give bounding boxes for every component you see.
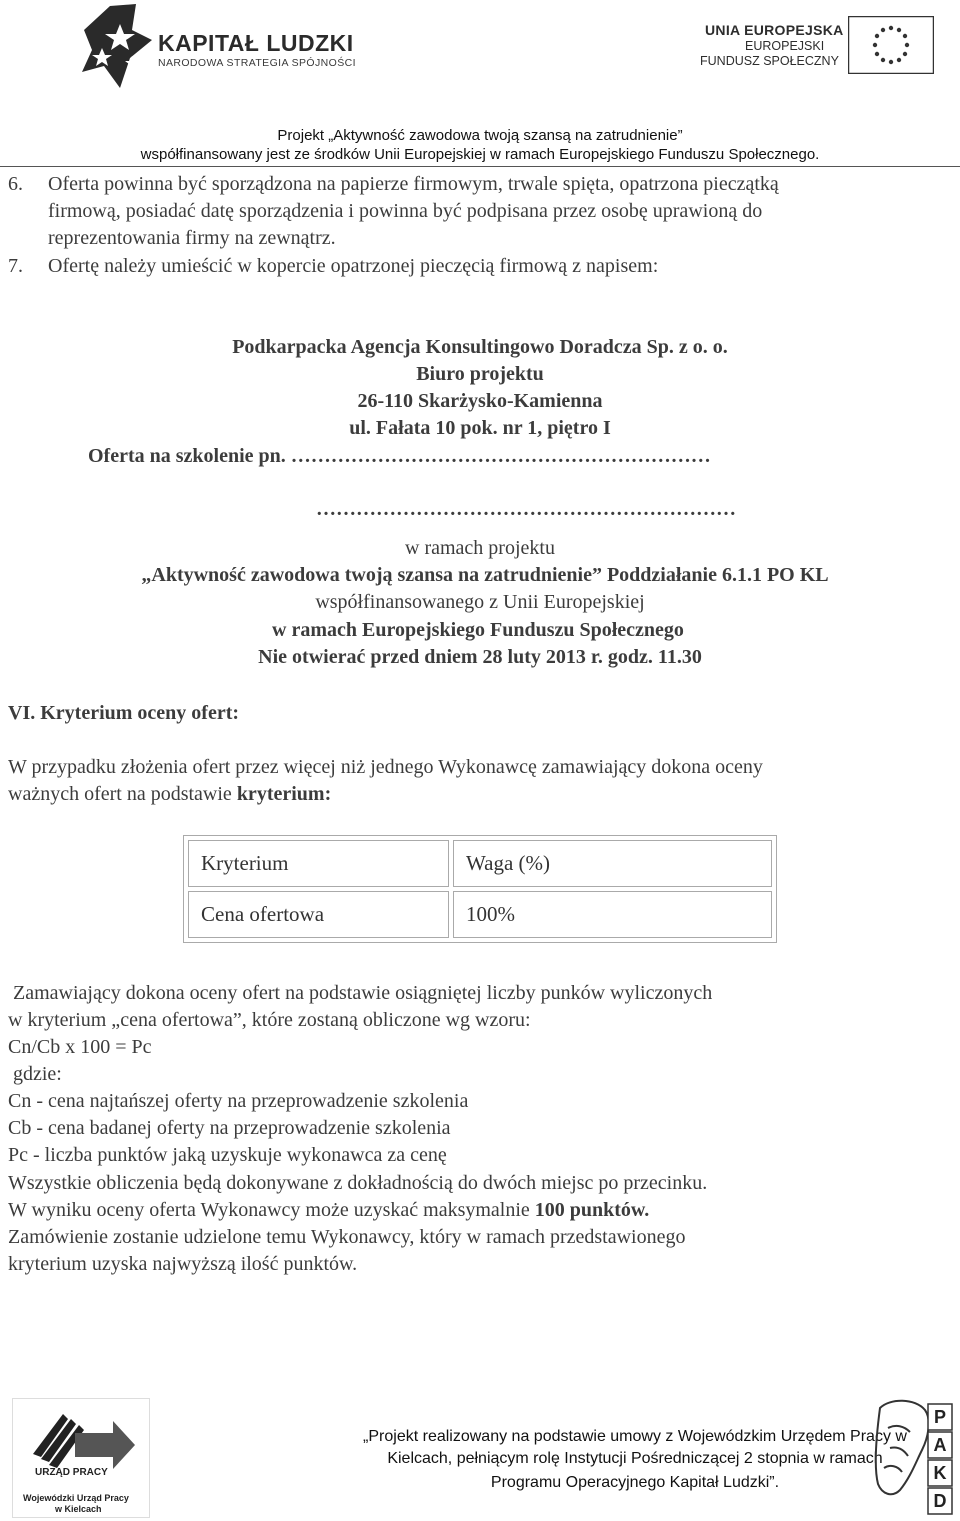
logo-subtitle: NARODOWA STRATEGIA SPÓJNOŚCI bbox=[158, 57, 356, 69]
envelope-dots: ……………………………………………………… bbox=[316, 498, 736, 520]
eu-flag-icon bbox=[848, 16, 934, 74]
section-intro-line-2 bbox=[8, 781, 331, 808]
section-intro-text: ważnych ofert na podstawie bbox=[8, 783, 237, 805]
body-pc: Pc - liczba punktów jaką uzyskuje wykonawca za cenę bbox=[8, 1144, 447, 1166]
body-max-points-bold: 100 punktów. bbox=[534, 1199, 650, 1221]
eu-line2: EUROPEJSKI bbox=[745, 39, 825, 53]
pakd-letter-d: D bbox=[933, 1491, 947, 1511]
footer-line-3: Programu Operacyjnego Kapitał Ludzki”. bbox=[490, 1474, 780, 1491]
envelope-efs: w ramach Europejskiego Funduszu Społecznego bbox=[272, 619, 684, 641]
envelope-in-project: w ramach projektu bbox=[405, 537, 555, 559]
body-award-line-2: kryterium uzyska najwyższą ilość punktów. bbox=[8, 1253, 358, 1275]
wup-label-1: URZĄD PRACY bbox=[35, 1467, 108, 1478]
criteria-table bbox=[183, 835, 777, 943]
envelope-street: ul. Fałata 10 pok. nr 1, piętro I bbox=[349, 417, 611, 439]
body-precision: Wszystkie obliczenia będą dokonywane z dokładnością do dwóch miejsc po przecinku. bbox=[8, 1172, 708, 1194]
item-6-number: 6. bbox=[8, 173, 23, 195]
body-max-points-text: W wyniku oceny oferta Wykonawcy może uzyskać maksymalnie bbox=[8, 1199, 535, 1221]
table-header-weight: Waga (%) bbox=[453, 840, 772, 887]
body-cn: Cn - cena najtańszej oferty na przeprowadzenie szkolenia bbox=[8, 1090, 469, 1112]
section-heading: VI. Kryterium oceny ofert: bbox=[8, 702, 240, 724]
item-6-line-1: Oferta powinna być sporządzona na papierze firmowym, trwale spięta, opatrzona pieczątką bbox=[48, 173, 779, 195]
kapital-ludzki-emblem-icon bbox=[80, 0, 158, 92]
body-where: gdzie: bbox=[8, 1063, 62, 1085]
pakd-letter-k: K bbox=[933, 1463, 947, 1483]
project-funding-note: współfinansowany jest ze środków Unii Europejskiej w ramach Europejskiego Funduszu Społecznego. bbox=[140, 146, 820, 163]
pakd-letter-a: A bbox=[933, 1435, 947, 1455]
item-7-line-1: Ofertę należy umieścić w kopercie opatrzonej pieczęcią firmową z napisem: bbox=[48, 255, 659, 277]
table-header-criterion: Kryterium bbox=[188, 840, 449, 887]
table-cell-criterion: Cena ofertowa bbox=[188, 891, 449, 938]
pakd-logo bbox=[870, 1398, 956, 1516]
table-header-row bbox=[188, 840, 772, 887]
envelope-do-not-open: Nie otwierać przed dniem 28 luty 2013 r. godz. 11.30 bbox=[258, 646, 702, 668]
table-row bbox=[188, 891, 772, 938]
item-6-line-3: reprezentowania firmy na zewnątrz. bbox=[48, 227, 336, 249]
eu-line3: FUNDUSZ SPOŁECZNY bbox=[700, 54, 839, 68]
envelope-office: Biuro projektu bbox=[416, 363, 544, 385]
logo-title: KAPITAŁ LUDZKI bbox=[158, 30, 354, 56]
item-7-number: 7. bbox=[8, 255, 23, 277]
footer-line-1: „Projekt realizowany na podstawie umowy z Wojewódzkim Urzędem Pracy w bbox=[363, 1428, 907, 1445]
wup-label-3: w Kielcach bbox=[55, 1504, 102, 1514]
footer-line-2: Kielcach, pełniącym rolę Instytucji Pośredniczącej 2 stopnia w ramach bbox=[387, 1450, 883, 1467]
section-intro-bold: kryterium: bbox=[236, 783, 332, 805]
envelope-cofinanced: współfinansowanego z Unii Europejskiej bbox=[315, 591, 645, 613]
header-divider bbox=[0, 166, 960, 167]
formula: Cn/Cb x 100 = Pc bbox=[8, 1036, 152, 1058]
envelope-city: 26-110 Skarżysko-Kamienna bbox=[357, 390, 603, 412]
item-6-line-2: firmową, posiadać datę sporządzenia i powinna być podpisana przez osobę uprawioną do bbox=[48, 200, 763, 222]
table-cell-weight: 100% bbox=[453, 891, 772, 938]
envelope-company: Podkarpacka Agencja Konsultingowo Doradcza Sp. z o. o. bbox=[232, 336, 728, 358]
pakd-letter-p: P bbox=[933, 1407, 946, 1427]
envelope-offer-title: Oferta na szkolenie pn. ……………………………………………………… bbox=[88, 445, 711, 467]
body-award-line-1: Zamówienie zostanie udzielone temu Wykonawcy, który w ramach przedstawionego bbox=[8, 1226, 686, 1248]
section-intro-line-1: W przypadku złożenia ofert przez więcej niż jednego Wykonawcę zamawiający dokona oceny bbox=[8, 756, 763, 778]
body-max-points bbox=[8, 1197, 649, 1224]
eu-title: UNIA EUROPEJSKA bbox=[705, 22, 844, 38]
body-line-1: Zamawiający dokona oceny ofert na podstawie osiągniętej liczby punków wyliczonych bbox=[8, 982, 713, 1004]
body-line-2: w kryterium „cena ofertowa”, które zostaną obliczone wg wzoru: bbox=[8, 1009, 531, 1031]
envelope-project-name: „Aktywność zawodowa twoją szansa na zatrudnienie” Poddziałanie 6.1.1 PO KL bbox=[141, 564, 829, 586]
wup-label-2: Wojewódzki Urząd Pracy bbox=[23, 1493, 129, 1503]
project-title: Projekt „Aktywność zawodowa twoją szansą na zatrudnienie” bbox=[277, 127, 683, 144]
body-cb: Cb - cena badanej oferty na przeprowadzenie szkolenia bbox=[8, 1117, 451, 1139]
